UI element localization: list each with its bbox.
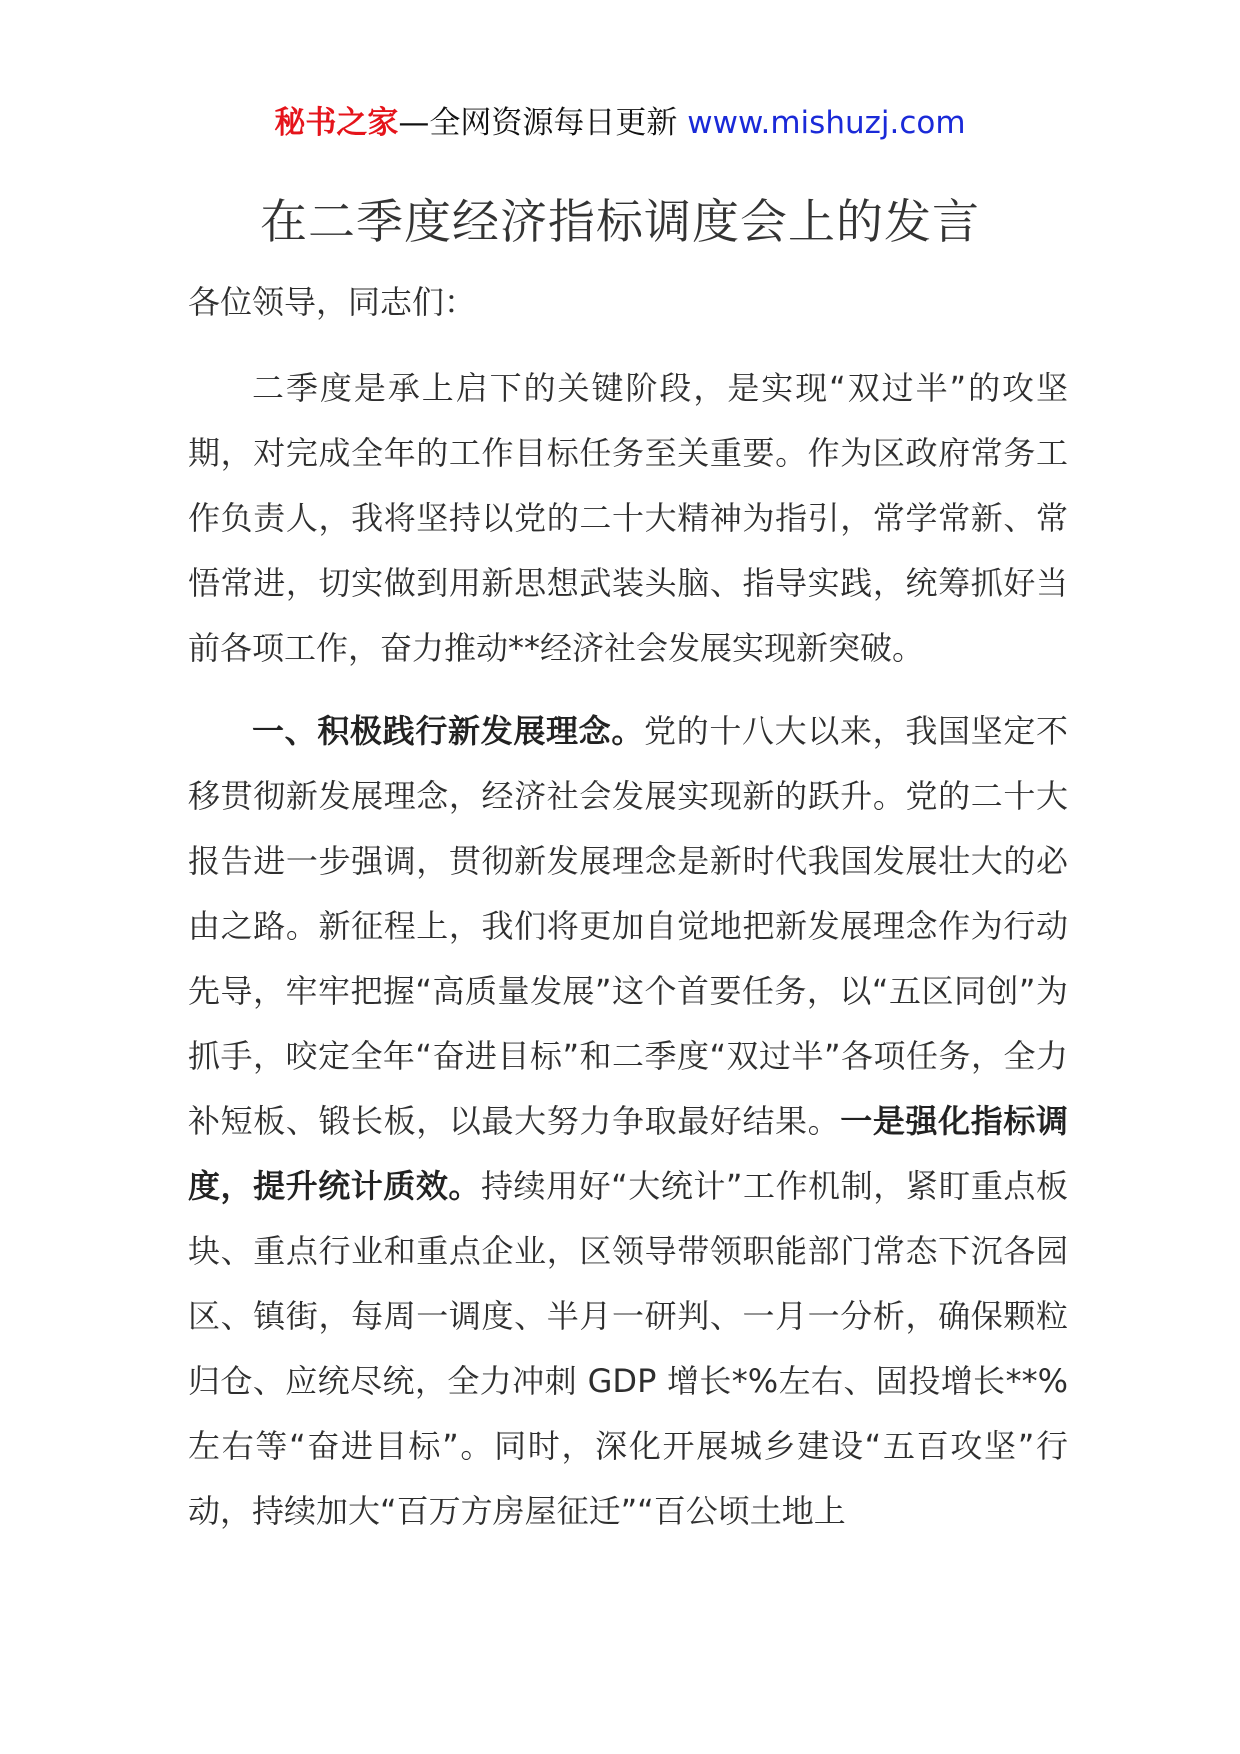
document-title: 在二季度经济指标调度会上的发言 <box>260 195 980 250</box>
salutation: 各位领导，同志们： <box>188 283 477 321</box>
header-tagline: —全网资源每日更新 <box>398 105 678 141</box>
site-header <box>0 100 1240 146</box>
subsection-heading: 一是强化指标调度，提升统计质效。 <box>188 1102 1068 1205</box>
section-text: 党的十八大以来，我国坚定不移贯彻新发展理念，经济社会发展实现新的跃升。党的二十大报告进一步强调，贯彻新发展理念是新时代我国发展壮大的必由之路。新征程上，我们将更加自觉地把新发展理念作为行动先导，牢牢把握“高质量发展”这个首要任务，以“五区同创”为抓手，咬定全年“奋进目标”和二季度“双过半”各项任务，全力补短板、锻长板，以最大努力争取最好结果。 <box>188 712 1068 1140</box>
paragraph-section-one <box>188 699 1068 1544</box>
document-body <box>188 276 1068 1544</box>
section-heading: 一、积极践行新发展理念。 <box>252 712 644 750</box>
site-url-link[interactable]: www.mishuzj.com <box>687 105 966 141</box>
subsection-text: 持续用好“大统计”工作机制，紧盯重点板块、重点行业和重点企业，区领导带领职能部门常态下沉各园区、镇街，每周一调度、半月一研判、一月一分析，确保颗粒归仓、应统尽统，全力冲刺 GDP 增长*%左右、固投增长**%左右等“奋进目标”。同时，深化开展城乡建设“五百攻坚”行动，持续加大“百万方房屋征迁”“百公顷土地上 <box>188 1167 1068 1530</box>
brand-name: 秘书之家 <box>274 105 399 141</box>
paragraph-intro: 二季度是承上启下的关键阶段，是实现“双过半”的攻坚期，对完成全年的工作目标任务至关重要。作为区政府常务工作负责人，我将坚持以党的二十大精神为指引，常学常新、常悟常进，切实做到用新思想武装头脑、指导实践，统筹抓好当前各项工作，奋力推动**经济社会发展实现新突破。 <box>188 369 1068 667</box>
